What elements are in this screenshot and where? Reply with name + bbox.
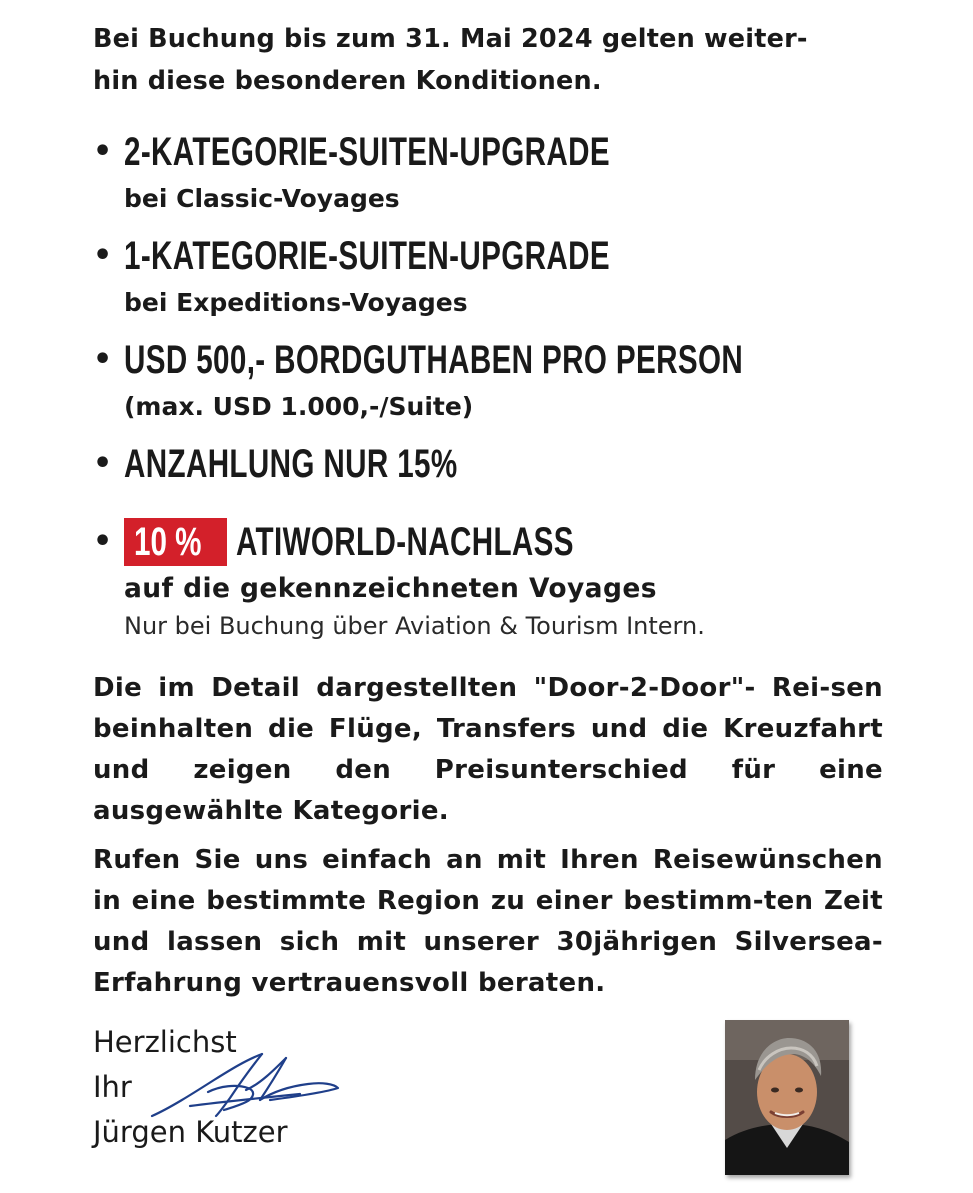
bullet-icon: •: [93, 524, 113, 559]
benefits-list: [93, 124, 883, 644]
discount-headline-row: [124, 514, 883, 570]
benefit-subtext: auf die gekennzeichneten Voyages: [124, 573, 657, 604]
benefit-subtext: bei Expeditions-Voyages: [124, 288, 468, 317]
author-portrait-photo: [725, 1020, 849, 1175]
contact-paragraph: Rufen Sie uns einfach an mit Ihren Reisewünschen in eine bestimmte Region zu einer bestimm-ten Zeit und lassen sich mit unserer 30jährigen Silversea-Erfahrung vertrauensvoll beraten.: [93, 845, 883, 998]
discount-badge: [124, 518, 227, 566]
benefit-item-suite-upgrade-2: [93, 124, 883, 218]
benefit-headline: USD 500,- BORDGUTHABEN PRO PERSON: [124, 338, 744, 382]
benefit-headline: 2-KATEGORIE-SUITEN-UPGRADE: [124, 130, 610, 174]
benefit-headline: ANZAHLUNG NUR 15%: [124, 442, 458, 486]
offer-content: [93, 18, 883, 1004]
bullet-icon: •: [93, 238, 113, 273]
door-to-door-paragraph: Die im Detail dargestellten "Door-2-Door"- Rei-sen beinhalten die Flüge, Transfers und die Kreuzfahrt und zeigen den Preisunterschied für eine ausgewählte Kategorie.: [93, 673, 883, 826]
bullet-icon: •: [93, 342, 113, 377]
benefit-item-deposit: [93, 436, 883, 492]
intro-line-1: Bei Buchung bis zum 31. Mai 2024 gelten weiter-: [93, 24, 808, 54]
closing-greeting: Herzlichst: [93, 1025, 237, 1059]
closing-ihr: Ihr: [93, 1070, 132, 1104]
portrait-illustration: [725, 1020, 849, 1175]
benefit-item-suite-upgrade-1: [93, 228, 883, 322]
bullet-icon: •: [93, 134, 113, 169]
signer-name: Jürgen Kutzer: [93, 1115, 288, 1149]
benefit-subtext: bei Classic-Voyages: [124, 184, 400, 213]
bullet-icon: •: [93, 446, 113, 481]
benefit-headline: ATIWORLD-NACHLASS: [236, 520, 574, 564]
discount-badge-label: 10 %: [134, 520, 202, 564]
benefit-note: Nur bei Buchung über Aviation & Tourism Intern.: [124, 612, 705, 640]
benefit-headline: 1-KATEGORIE-SUITEN-UPGRADE: [124, 234, 610, 278]
intro-text: [93, 18, 883, 102]
handwritten-signature: [150, 1050, 340, 1130]
benefit-item-onboard-credit: [93, 332, 883, 426]
benefit-item-atiworld-discount: [93, 514, 883, 644]
intro-line-2: hin diese besonderen Konditionen.: [93, 66, 602, 96]
benefit-subtext: (max. USD 1.000,-/Suite): [124, 392, 474, 421]
